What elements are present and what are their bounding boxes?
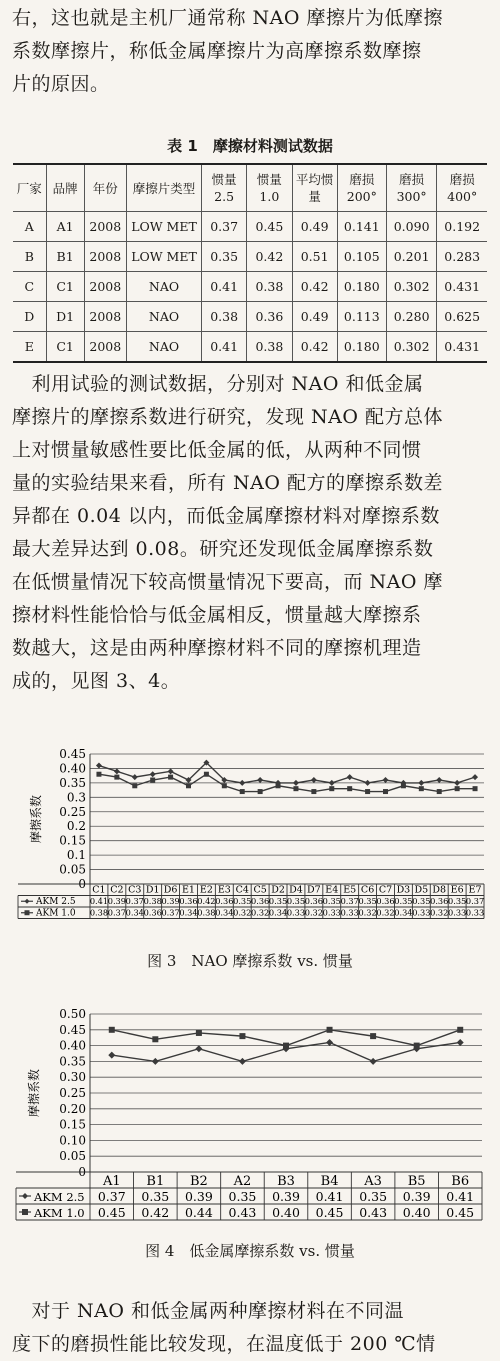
data-point-square xyxy=(114,775,119,780)
table-cell: B1 xyxy=(46,242,84,272)
paragraph-bottom xyxy=(12,1295,490,1361)
table-cell: 0.45 xyxy=(247,212,292,242)
y-tick-label: 0.10 xyxy=(59,1133,86,1148)
legend-series-name: AKM 2.5 xyxy=(34,1190,85,1204)
data-point-diamond xyxy=(239,1058,246,1065)
table-cell: 0.41 xyxy=(202,272,247,302)
data-point-diamond xyxy=(195,1045,202,1052)
table-cell: LOW MET xyxy=(127,242,202,272)
data-point-diamond xyxy=(311,777,317,783)
table-cell: 0.192 xyxy=(437,212,487,242)
y-tick-label: 0.35 xyxy=(59,1054,86,1069)
data-table-value: 0.41 xyxy=(446,1189,475,1204)
data-point-diamond xyxy=(150,771,156,777)
y-tick-label: 0.15 xyxy=(59,1117,86,1132)
legend-marker-diamond xyxy=(22,1193,28,1199)
y-tick-label: 0.25 xyxy=(59,1086,86,1100)
data-point-square xyxy=(109,1027,115,1033)
data-table-value: 0.35 xyxy=(394,896,413,906)
data-table-value: 0.37 xyxy=(97,1189,126,1204)
table-header-cell: 惯量 2.5 xyxy=(202,164,247,212)
x-category-label: D4 xyxy=(289,884,303,896)
x-category-label: E6 xyxy=(450,884,464,896)
table-cell: 0.35 xyxy=(202,242,247,272)
data-table-value: 0.36 xyxy=(143,907,162,918)
data-table-value: 0.32 xyxy=(430,907,449,918)
data-point-square xyxy=(222,783,227,788)
data-table-value: 0.43 xyxy=(359,1205,388,1220)
table-cell: 0.201 xyxy=(386,242,437,272)
data-point-square xyxy=(401,783,406,788)
text-line: 擦材料性能恰恰与低金属相反，惯量越大摩擦系 xyxy=(12,604,422,626)
table-cell: D xyxy=(13,302,46,332)
table-cell: 2008 xyxy=(84,332,126,363)
data-table-value: 0.39 xyxy=(402,1189,431,1204)
x-category-label: A1 xyxy=(102,1174,121,1189)
data-point-diamond xyxy=(383,777,389,783)
data-table-value: 0.33 xyxy=(448,907,467,918)
data-table-value: 0.38 xyxy=(143,896,162,906)
data-table-value: 0.33 xyxy=(465,907,485,918)
data-point-square xyxy=(383,789,388,794)
data-table-value: 0.36 xyxy=(304,896,323,906)
data-table-value: 0.45 xyxy=(315,1205,344,1220)
y-tick-label: 0.05 xyxy=(59,862,86,877)
x-category-label: C4 xyxy=(235,884,249,896)
paragraph-top xyxy=(12,2,490,101)
data-table-value: 0.35 xyxy=(322,896,341,906)
x-category-label: E1 xyxy=(182,884,195,896)
table-header-cell: 品牌 xyxy=(46,164,84,212)
y-tick-label: 0.45 xyxy=(59,747,86,761)
data-table-value: 0.43 xyxy=(228,1205,257,1220)
table-cell: 0.105 xyxy=(337,242,386,272)
table-cell: 0.38 xyxy=(247,272,292,302)
table-cell: 0.625 xyxy=(437,302,487,332)
data-table-value: 0.39 xyxy=(272,1189,300,1204)
x-category-label: A3 xyxy=(364,1174,382,1189)
data-point-diamond xyxy=(132,774,138,780)
data-point-diamond xyxy=(96,763,102,769)
data-point-diamond xyxy=(436,777,442,783)
data-point-square xyxy=(327,1027,333,1033)
y-tick-label: 0.50 xyxy=(59,1008,86,1021)
data-table-value: 0.34 xyxy=(179,907,198,918)
data-table-value: 0.36 xyxy=(430,896,449,906)
table-cell: 2008 xyxy=(84,212,126,242)
data-point-diamond xyxy=(365,780,371,786)
table-cell: NAO xyxy=(127,332,202,363)
x-category-label: C2 xyxy=(110,884,124,896)
data-table-value: 0.32 xyxy=(251,907,270,918)
table-cell: NAO xyxy=(127,272,202,302)
table-cell: 2008 xyxy=(84,302,126,332)
x-category-label: D7 xyxy=(307,884,321,896)
legend-series-name: AKM 1.0 xyxy=(34,1206,85,1220)
data-point-diamond xyxy=(457,1039,464,1046)
legend-marker-square xyxy=(22,1209,28,1215)
data-table-value: 0.34 xyxy=(394,907,413,918)
data-point-square xyxy=(258,789,263,794)
data-point-square xyxy=(240,789,245,794)
data-table-value: 0.36 xyxy=(251,896,270,906)
data-point-diamond xyxy=(168,768,174,774)
data-point-square xyxy=(196,1030,202,1036)
data-table-value: 0.45 xyxy=(97,1205,126,1220)
table-row xyxy=(13,302,487,332)
x-category-label: C3 xyxy=(128,884,142,896)
x-category-label: D8 xyxy=(432,884,447,896)
table-cell: A1 xyxy=(46,212,84,242)
table-cell: D1 xyxy=(46,302,84,332)
data-table-value: 0.37 xyxy=(465,896,485,906)
table-cell: 0.283 xyxy=(437,242,487,272)
data-point-square xyxy=(283,1043,289,1049)
y-tick-label: 0.20 xyxy=(59,1101,86,1116)
table-cell: 0.141 xyxy=(337,212,386,242)
x-category-label: C7 xyxy=(378,884,393,896)
data-table-value: 0.35 xyxy=(268,896,288,906)
text-line: 异都在 0.04 以内，而低金属摩擦材料对摩擦系数 xyxy=(12,505,440,527)
table-row xyxy=(13,212,487,242)
data-point-square xyxy=(150,778,155,783)
y-tick-label: 0.15 xyxy=(59,833,86,848)
text-line: 上对惯量敏感性要比低金属的低，从两种不同惯 xyxy=(12,439,422,461)
table-cell: NAO xyxy=(127,302,202,332)
table-cell: C1 xyxy=(46,332,84,363)
data-point-square xyxy=(414,1043,420,1049)
data-table-value: 0.34 xyxy=(268,907,288,918)
data-point-square xyxy=(293,786,298,791)
data-table-value: 0.38 xyxy=(89,907,109,918)
y-tick-label: 0 xyxy=(78,877,86,891)
data-point-square xyxy=(457,1027,463,1033)
legend-marker-square xyxy=(25,910,30,915)
text-line: 量的实验结果来看，所有 NAO 配方的摩擦系数差 xyxy=(12,472,444,494)
table-cell: 0.431 xyxy=(437,332,487,363)
y-tick-label: 0.05 xyxy=(59,1149,86,1164)
data-point-square xyxy=(168,775,173,780)
data-table-value: 0.37 xyxy=(340,896,359,906)
data-table-value: 0.36 xyxy=(179,896,198,906)
x-category-label: B4 xyxy=(320,1174,339,1189)
y-tick-label: 0.45 xyxy=(59,1022,86,1037)
data-point-diamond xyxy=(418,780,424,786)
table-cell: 0.42 xyxy=(292,272,337,302)
table-row xyxy=(13,272,487,302)
text-line: 对于 NAO 和低金属两种摩擦材料在不同温 xyxy=(12,1300,405,1322)
table-cell: 0.180 xyxy=(337,272,386,302)
data-table-value: 0.32 xyxy=(376,907,395,918)
table-header-cell: 摩擦片类型 xyxy=(127,164,202,212)
data-point-diamond xyxy=(329,780,335,786)
table-cell: 2008 xyxy=(84,242,126,272)
x-category-label: C6 xyxy=(360,884,375,896)
data-table-value: 0.39 xyxy=(107,896,126,906)
table-body xyxy=(13,212,487,363)
data-table-value: 0.32 xyxy=(233,907,252,918)
y-tick-label: 0.40 xyxy=(59,761,86,776)
x-category-label: D2 xyxy=(271,884,285,896)
table-header-cell: 厂家 xyxy=(13,164,46,212)
table-cell: 0.51 xyxy=(292,242,337,272)
text-line: 度下的磨损性能比较发现，在温度低于 200 ℃情 xyxy=(12,1333,436,1355)
y-tick-label: 0.2 xyxy=(66,819,86,834)
legend-marker-diamond xyxy=(25,899,30,904)
x-category-label: E2 xyxy=(199,884,213,896)
table-cell: 0.180 xyxy=(337,332,386,363)
data-table-value: 0.36 xyxy=(376,896,395,906)
data-point-square xyxy=(365,789,370,794)
table-cell: B xyxy=(13,242,46,272)
data-point-diamond xyxy=(108,1052,115,1059)
text-line: 片的原因。 xyxy=(12,73,110,95)
y-tick-label: 0.25 xyxy=(59,804,86,819)
data-table-value: 0.40 xyxy=(272,1205,300,1220)
text-line: 数越大，这是由两种摩擦材料不同的摩擦机理造 xyxy=(12,637,422,659)
x-category-label: E5 xyxy=(343,884,357,896)
y-tick-label: 0.3 xyxy=(66,790,86,805)
figure-3-svg xyxy=(12,745,488,930)
data-point-square xyxy=(437,789,442,794)
data-point-square xyxy=(96,772,101,777)
x-category-label: C1 xyxy=(92,884,106,896)
data-point-square xyxy=(329,786,334,791)
data-table-value: 0.35 xyxy=(358,896,377,906)
table-row xyxy=(13,242,487,272)
data-table-value: 0.40 xyxy=(402,1205,431,1220)
table-header-cell: 惯量 1.0 xyxy=(247,164,292,212)
table-header-cell: 平均惯量 xyxy=(292,164,337,212)
data-table-value: 0.39 xyxy=(161,896,180,906)
data-table-value: 0.41 xyxy=(315,1189,344,1204)
table-cell: 0.090 xyxy=(386,212,437,242)
data-table-value: 0.33 xyxy=(286,907,306,918)
x-category-label: D1 xyxy=(145,884,160,896)
table-header-cell: 年份 xyxy=(84,164,126,212)
data-table-value: 0.37 xyxy=(161,907,180,918)
table-title: 表 1 摩擦材料测试数据 xyxy=(167,137,333,155)
figure-3-caption: 图 3 NAO 摩擦系数 vs. 惯量 xyxy=(147,952,353,970)
data-table-value: 0.36 xyxy=(215,896,234,906)
data-table-value: 0.34 xyxy=(215,907,234,918)
legend-series-name: AKM 1.0 xyxy=(36,908,76,919)
data-point-diamond xyxy=(347,774,353,780)
text-line: 利用试验的测试数据，分别对 NAO 和低金属 xyxy=(12,373,424,395)
data-table-value: 0.39 xyxy=(184,1189,213,1204)
figure-4-chart xyxy=(12,1008,488,1223)
x-category-label: D5 xyxy=(414,884,429,896)
x-category-label: A2 xyxy=(233,1174,252,1189)
table-row xyxy=(13,332,487,363)
x-category-label: B5 xyxy=(407,1174,426,1189)
figure-3-chart xyxy=(12,745,488,930)
data-table-value: 0.38 xyxy=(197,907,216,918)
data-point-square xyxy=(186,783,191,788)
table-cell: 0.113 xyxy=(337,302,386,332)
x-category-label: E7 xyxy=(468,884,482,896)
table-cell: C xyxy=(13,272,46,302)
table-header-cell: 磨损 200° xyxy=(337,164,386,212)
x-category-label: B1 xyxy=(146,1174,165,1189)
x-category-label: C5 xyxy=(253,884,267,896)
table-cell: A xyxy=(13,212,46,242)
data-table-value: 0.44 xyxy=(184,1205,213,1220)
text-line: 成的，见图 3、4。 xyxy=(12,670,181,692)
data-point-square xyxy=(239,1033,245,1039)
data-table-value: 0.45 xyxy=(446,1205,475,1220)
paragraph-middle xyxy=(12,368,490,698)
table-cell: 0.302 xyxy=(386,272,437,302)
data-table-value: 0.33 xyxy=(322,907,341,918)
data-point-diamond xyxy=(326,1039,333,1046)
y-axis-label: 摩擦系数 xyxy=(27,1068,41,1118)
table-cell: 0.302 xyxy=(386,332,437,363)
data-table-value: 0.35 xyxy=(228,1189,257,1204)
text-line: 最大差异达到 0.08。研究还发现低金属摩擦系数 xyxy=(12,538,434,560)
table-cell: 0.42 xyxy=(292,332,337,363)
data-point-square xyxy=(473,786,478,791)
data-table-value: 0.35 xyxy=(286,896,306,906)
x-category-label: E4 xyxy=(325,884,339,896)
data-point-square xyxy=(152,1036,158,1042)
friction-data-table xyxy=(13,163,487,363)
text-line: 系数摩擦片，称低金属摩擦片为高摩擦系数摩擦 xyxy=(12,40,422,62)
data-point-square xyxy=(347,786,352,791)
data-point-diamond xyxy=(257,777,263,783)
data-point-diamond xyxy=(454,780,460,786)
data-table-value: 0.42 xyxy=(141,1205,170,1220)
data-table-value: 0.35 xyxy=(359,1189,388,1204)
y-tick-label: 0.35 xyxy=(59,775,86,790)
data-table-value: 0.37 xyxy=(125,896,144,906)
data-point-diamond xyxy=(370,1058,377,1065)
x-category-label: D3 xyxy=(396,884,411,896)
table-cell: C1 xyxy=(46,272,84,302)
data-table-value: 0.41 xyxy=(89,896,109,906)
table-header-cell: 磨损 400° xyxy=(437,164,487,212)
table-cell: 2008 xyxy=(84,272,126,302)
y-tick-label: 0.1 xyxy=(66,848,86,863)
data-point-diamond xyxy=(472,774,478,780)
table-cell: 0.42 xyxy=(247,242,292,272)
data-table-value: 0.33 xyxy=(412,907,431,918)
table-header-cell: 磨损 300° xyxy=(386,164,437,212)
data-point-diamond xyxy=(152,1058,159,1065)
table-header-row xyxy=(13,164,487,212)
table-cell: 0.36 xyxy=(247,302,292,332)
data-point-diamond xyxy=(239,780,245,786)
x-category-label: B3 xyxy=(277,1174,295,1189)
table-cell: 0.38 xyxy=(247,332,292,363)
data-point-square xyxy=(311,789,316,794)
data-point-square xyxy=(419,786,424,791)
data-point-square xyxy=(455,786,460,791)
data-table-value: 0.32 xyxy=(358,907,377,918)
y-tick-label: 0.40 xyxy=(59,1038,86,1053)
text-line: 右，这也就是主机厂通常称 NAO 摩擦片为低摩擦 xyxy=(12,7,444,29)
table-cell: 0.49 xyxy=(292,302,337,332)
data-table-value: 0.35 xyxy=(412,896,431,906)
table-cell: 0.37 xyxy=(202,212,247,242)
table-cell: E xyxy=(13,332,46,363)
data-point-square xyxy=(204,772,209,777)
data-point-diamond xyxy=(293,780,299,786)
data-table-value: 0.42 xyxy=(197,896,216,906)
table-cell: LOW MET xyxy=(127,212,202,242)
data-table-value: 0.35 xyxy=(448,896,467,906)
data-table-value: 0.34 xyxy=(125,907,144,918)
figure-4-svg xyxy=(12,1008,488,1223)
legend-series-name: AKM 2.5 xyxy=(36,897,76,907)
text-line: 在低惯量情况下较高惯量情况下要高，而 NAO 摩 xyxy=(12,571,444,593)
x-category-label: B6 xyxy=(451,1174,470,1189)
figure-4-caption: 图 4 低金属摩擦系数 vs. 惯量 xyxy=(145,1242,355,1260)
y-tick-label: 0.30 xyxy=(59,1070,86,1085)
data-table-value: 0.35 xyxy=(233,896,252,906)
table-cell: 0.49 xyxy=(292,212,337,242)
data-table-value: 0.33 xyxy=(340,907,359,918)
data-table-value: 0.37 xyxy=(107,907,126,918)
data-table-value: 0.32 xyxy=(304,907,323,918)
data-point-square xyxy=(370,1033,376,1039)
data-point-square xyxy=(276,783,281,788)
x-category-label: D6 xyxy=(163,884,178,896)
data-table-value: 0.35 xyxy=(141,1189,170,1204)
table-cell: 0.38 xyxy=(202,302,247,332)
table-cell: 0.280 xyxy=(386,302,437,332)
x-category-label: E3 xyxy=(217,884,231,896)
data-point-square xyxy=(132,783,137,788)
y-tick-label: 0 xyxy=(78,1165,86,1179)
x-category-label: B2 xyxy=(189,1174,208,1189)
table-cell: 0.431 xyxy=(437,272,487,302)
y-axis-label: 摩擦系数 xyxy=(29,794,43,844)
text-line: 摩擦片的摩擦系数进行研究，发现 NAO 配方总体 xyxy=(12,406,444,428)
table-cell: 0.41 xyxy=(202,332,247,363)
data-point-diamond xyxy=(114,768,120,774)
